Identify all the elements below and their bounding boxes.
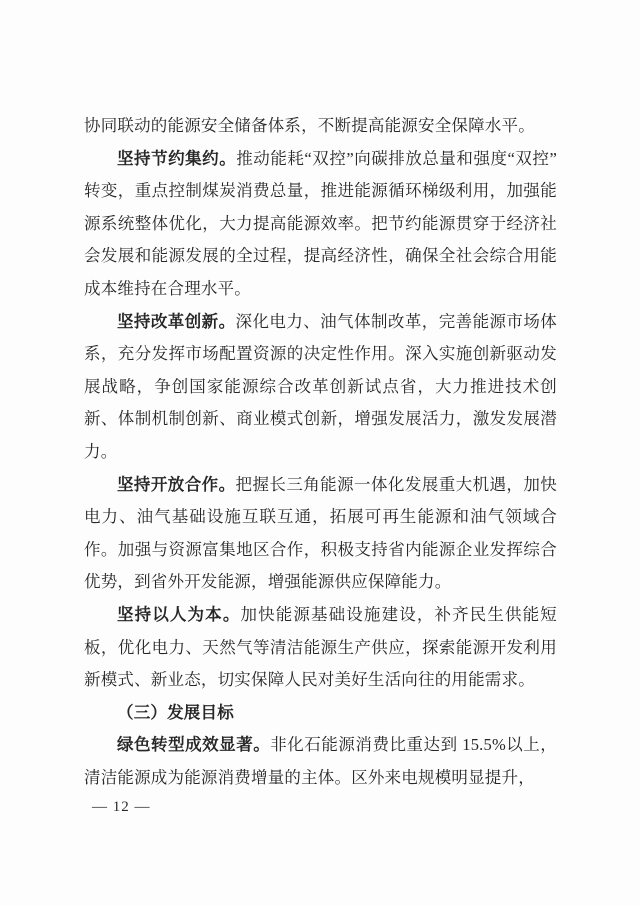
paragraph-lead: 坚持开放合作。 <box>117 474 236 494</box>
paragraph-text: 深化电力、油气体制改革，完善能源市场体系，充分发挥市场配置资源的决定性作用。深入实施创新驱动发展战略，争创国家能源综合改革创新试点省，大力推进技术创新、体制机制创新、商业模式创新，增强发展活力，激发发展潜力。 <box>84 311 557 461</box>
paragraph-green-transition <box>84 729 557 794</box>
paragraph-text: 非化石能源消费比重达到 15.5%以上，清洁能源成为能源消费增量的主体。区外来电规模明显提升， <box>84 735 557 787</box>
paragraph-text: 加快能源基础设施建设，补齐民生供能短板，优化电力、天然气等清洁能源生产供应，探索能源开发利用新模式、新业态，切实保障人民对美好生活向往的用能需求。 <box>84 604 557 690</box>
paragraph-text: 把握长三角能源一体化发展重大机遇，加快电力、油气基础设施互联互通，拓展可再生能源和油气领域合作。加强与资源富集地区合作，积极支持省内能源企业发挥综合优势，到省外开发能源，增强能源供应保障能力。 <box>84 474 557 592</box>
document-body <box>84 110 557 794</box>
section-heading-development-goals <box>84 697 557 730</box>
paragraph-yiren-weiben <box>84 599 557 697</box>
paragraph-continuation <box>84 110 557 143</box>
page-number: — 12 — <box>92 799 151 815</box>
paragraph-kaifang-hezuo <box>84 469 557 599</box>
paragraph-lead: 坚持以人为本。 <box>117 604 241 624</box>
paragraph-jieyue-jiyue <box>84 143 557 306</box>
paragraph-text: 推动能耗“双控”向碳排放总量和强度“双控”转变，重点控制煤炭消费总量，推进能源循环梯级利用，加强能源系统整体优化，大力提高能源效率。把节约能源贯穿于经济社会发展和能源发展的全过程，提高经济性，确保全社会综合用能成本维持在合理水平。 <box>84 148 557 298</box>
section-heading-text: （三）发展目标 <box>117 702 234 722</box>
paragraph-lead: 绿色转型成效显著。 <box>117 735 271 755</box>
paragraph-gaige-chuangxin <box>84 306 557 469</box>
paragraph-text: 协同联动的能源安全储备体系，不断提高能源安全保障水平。 <box>84 116 535 135</box>
paragraph-lead: 坚持节约集约。 <box>117 148 237 168</box>
paragraph-lead: 坚持改革创新。 <box>117 311 236 331</box>
